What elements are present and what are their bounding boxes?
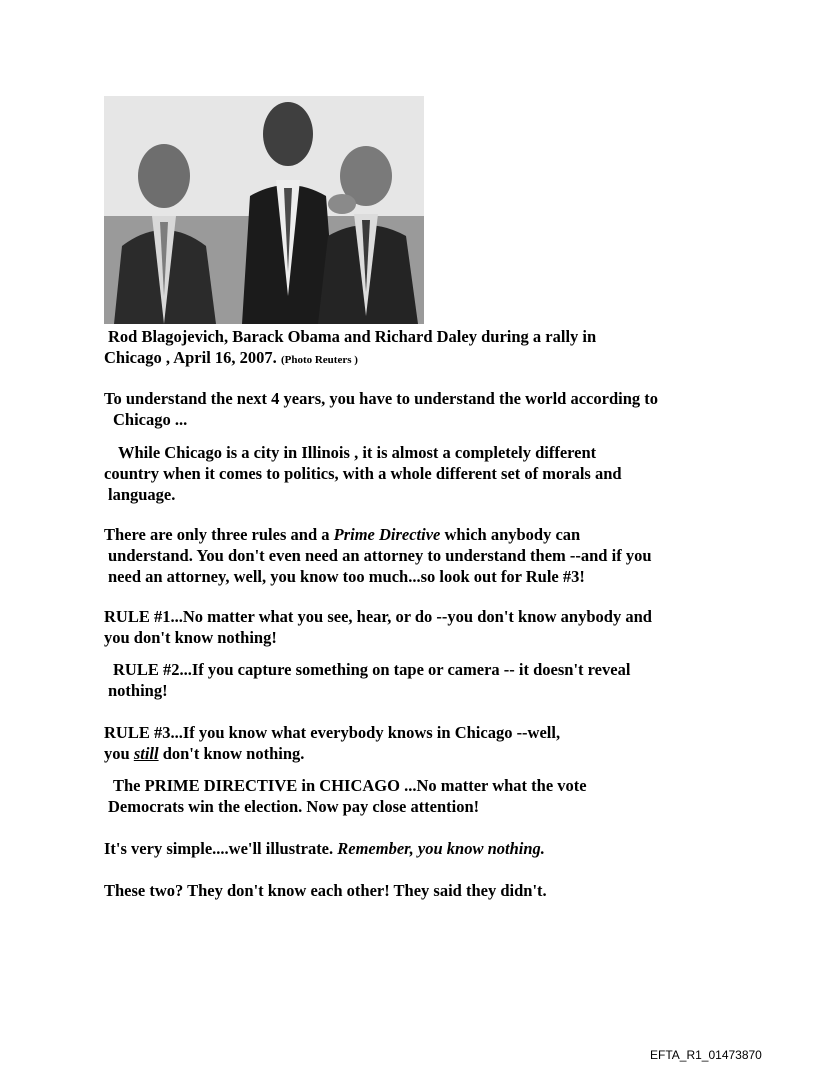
paragraph-rules-intro	[104, 524, 652, 587]
rule-2-line-1: RULE #2...If you capture something on tape or camera -- it doesn't reveal	[113, 660, 631, 679]
rule-3-line-2: you still don't know nothing.	[104, 744, 305, 763]
chicago-line-2: country when it comes to politics, with a whole different set of morals and	[104, 464, 622, 483]
document-id: EFTA_R1_01473870	[650, 1048, 762, 1062]
closing-line: These two? They don't know each other! They said they didn't.	[104, 881, 547, 900]
intro-line-1: To understand the next 4 years, you have to understand the world according to	[104, 389, 659, 408]
paragraph-intro	[104, 388, 658, 430]
photo-illustration	[104, 96, 424, 324]
prime-directive-line-2: Democrats win the election. Now pay close attention!	[108, 797, 480, 816]
rule-1-line-1: RULE #1...No matter what you see, hear, or do --you don't know anybody and	[104, 607, 652, 626]
caption-line-2	[104, 347, 596, 371]
rally-photo	[104, 96, 424, 324]
rule-3-line-1: RULE #3...If you know what everybody knows in Chicago --well,	[104, 723, 561, 742]
intro-line-2: Chicago ...	[113, 410, 188, 429]
remember-emphasis: Remember, you know nothing.	[337, 839, 545, 858]
still-emphasis: still	[133, 744, 159, 763]
chicago-line-3: language.	[108, 485, 176, 504]
prime-directive-emphasis: Prime Directive	[333, 525, 441, 544]
rule-1	[104, 606, 652, 648]
rules-intro-line-3: need an attorney, well, you know too much...so look out for Rule #3!	[108, 567, 585, 586]
prime-directive-line-1: The PRIME DIRECTIVE in CHICAGO ...No matter what the vote	[113, 776, 587, 795]
caption-date: Chicago , April 16, 2007.	[104, 348, 277, 367]
prime-directive	[104, 775, 587, 817]
rule-3	[104, 722, 560, 764]
rule-2-line-2: nothing!	[108, 681, 168, 700]
photo-credit: (Photo Reuters )	[280, 354, 358, 366]
rules-intro-line-2: understand. You don't even need an attorney to understand them --and if you	[108, 546, 652, 565]
rules-intro-line-1: There are only three rules and a Prime Directive which anybody can	[104, 525, 581, 544]
illustrate-line: It's very simple....we'll illustrate. Remember, you know nothing.	[104, 839, 545, 858]
rule-1-line-2: you don't know nothing!	[104, 628, 277, 647]
paragraph-chicago	[104, 442, 622, 505]
photo-caption	[104, 326, 596, 371]
caption-line-1: Rod Blagojevich, Barack Obama and Richard Daley during a rally in	[108, 327, 597, 346]
chicago-line-1: While Chicago is a city in Illinois , it is almost a completely different	[118, 443, 597, 462]
rule-2	[104, 659, 630, 701]
